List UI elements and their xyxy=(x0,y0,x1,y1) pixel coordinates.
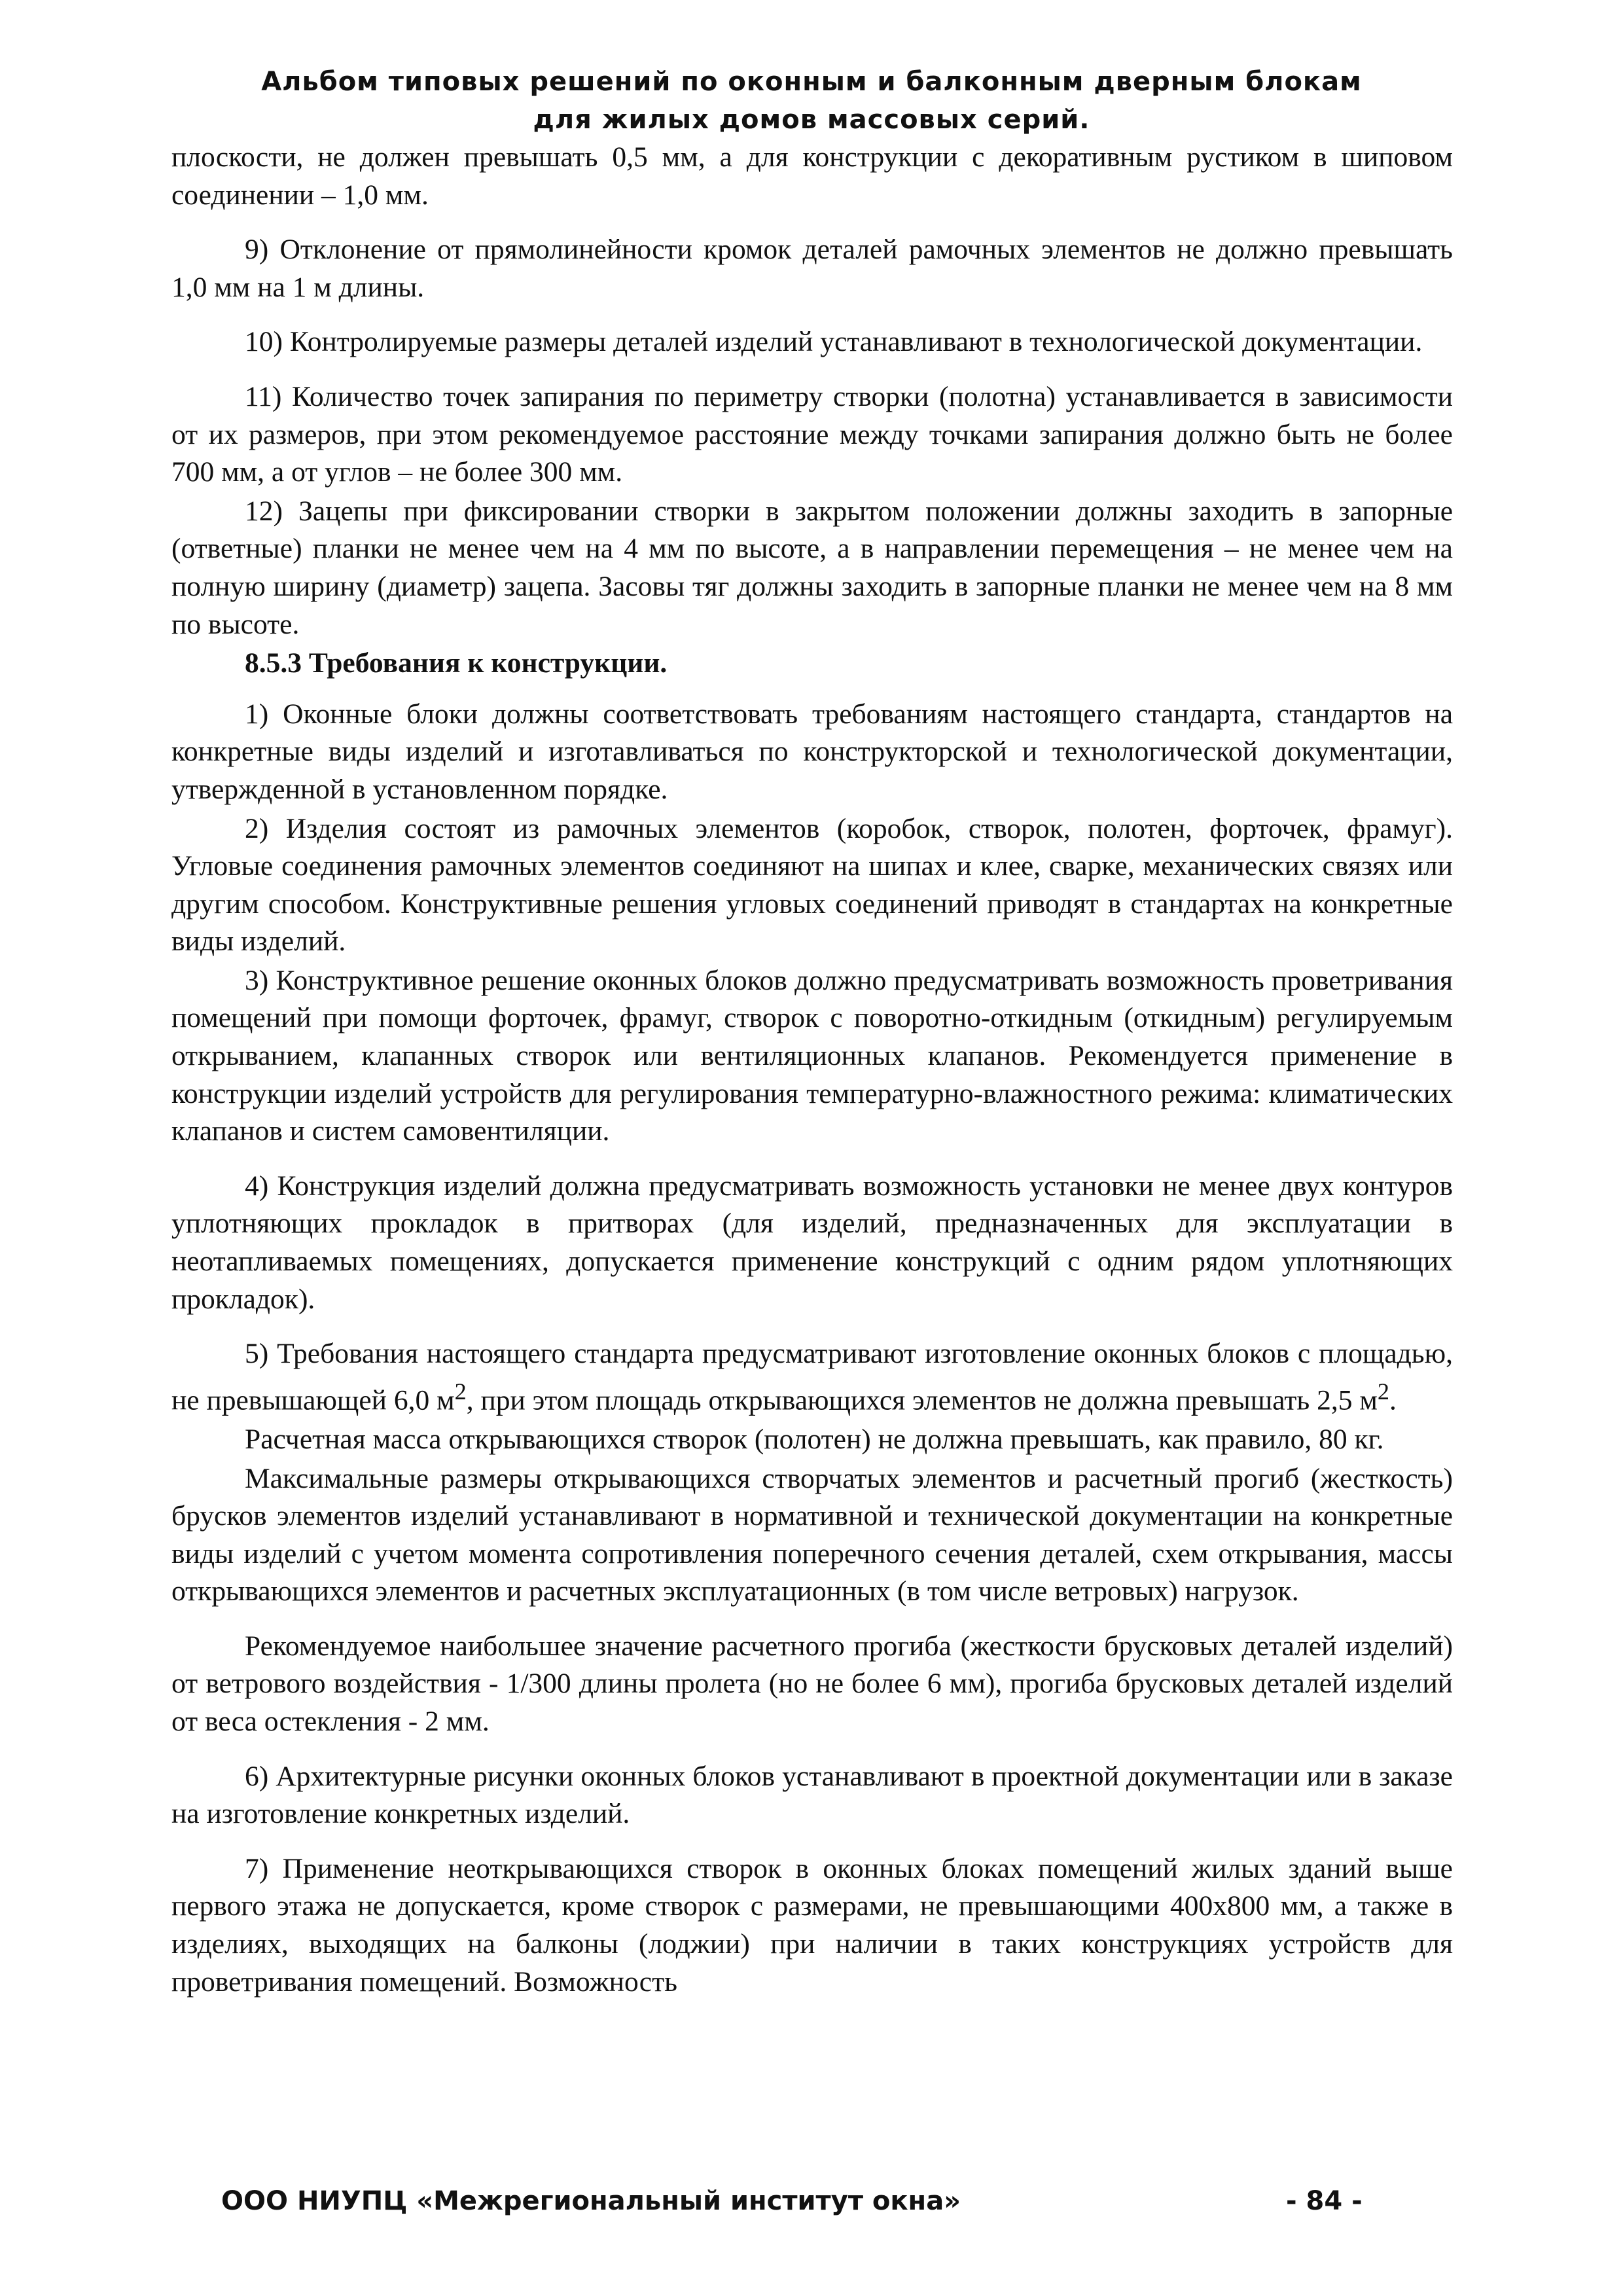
construction-5-text-a: 5) Требования настоящего стандарта предусматривают изготовление оконных блоков с площадью, не превышающей 6,0 м xyxy=(171,1338,1453,1416)
section-heading: 8.5.3 Требования к конструкции. xyxy=(245,647,668,679)
paragraph-construction-1: 1) Оконные блоки должны соответствовать требованиям настоящего стандарта, стандартов на конкретные виды изделий и изготавливаться по конструкторской и технологической документации, утвержденной в установленном порядке. xyxy=(171,698,1453,805)
paragraph-construction-5 xyxy=(171,1335,1453,1420)
construction-5-text-b: , при этом площадь открывающихся элементов не должна превышать 2,5 м xyxy=(466,1384,1378,1416)
paragraph-construction-4: 4) Конструкция изделий должна предусматривать возможность установки не менее двух контуров уплотняющих прокладок в притворах (для изделий, предназначенных для эксплуатации в неотапливаемых помещениях, допускается применение конструкций с одним рядом уплотняющих прокладок). xyxy=(171,1170,1453,1315)
paragraph-construction-7: 7) Применение неоткрывающихся створок в оконных блоках помещений жилых зданий выше первого этажа не допускается, кроме створок с размерами, не превышающими 400х800 мм, а также в изделиях, выходящих на балконы (лоджии) при наличии в таких конструкциях устройств для проветривания помещений. Возможность xyxy=(171,1852,1453,1998)
footer-organization: ООО НИУПЦ «Межрегиональный институт окна» xyxy=(221,2186,961,2216)
paragraph-item-9: 9) Отклонение от прямолинейности кромок деталей рамочных элементов не должно превышать 1,0 мм на 1 м длины. xyxy=(171,234,1453,303)
superscript-b: 2 xyxy=(1377,1378,1390,1405)
paragraph-construction-5-mass: Расчетная масса открывающихся створок (полотен) не должна превышать, как правило, 80 кг. xyxy=(245,1423,1384,1455)
paragraph-construction-6: 6) Архитектурные рисунки оконных блоков устанавливают в проектной документации или в заказе на изготовление конкретных изделий. xyxy=(171,1760,1453,1830)
page-header xyxy=(0,63,1623,139)
superscript-a: 2 xyxy=(454,1378,467,1405)
paragraph-construction-5-max: Максимальные размеры открывающихся створчатых элементов и расчетный прогиб (жесткость) брусков элементов изделий устанавливают в нормативной и технической документации на конкретные виды изделий с учетом момента сопротивления поперечного сечения деталей, схем открывания, массы открывающихся элементов и расчетных эксплуатационных (в том числе ветровых) нагрузок. xyxy=(171,1462,1453,1607)
document-body xyxy=(171,139,1453,2018)
header-line-1: Альбом типовых решений по оконным и балконным дверным блокам xyxy=(261,67,1362,97)
paragraph-item-10: 10) Контролируемые размеры деталей изделий устанавливают в технологической документации. xyxy=(245,326,1423,358)
paragraph-construction-3: 3) Конструктивное решение оконных блоков должно предусматривать возможность проветривания помещений при помощи форточек, фрамуг, створок с поворотно-откидным (откидным) регулируемым открыванием, клапанных створок или вентиляционных клапанов. Рекомендуется применение в конструкции изделий устройств для регулирования температурно-влажностного режима: климатических клапанов и систем самовентиляции. xyxy=(171,964,1453,1147)
page-number: - 84 - xyxy=(1286,2186,1363,2216)
construction-5-end: . xyxy=(1389,1384,1397,1416)
paragraph-item-11: 11) Количество точек запирания по периметру створки (полотна) устанавливается в зависимости от их размеров, при этом рекомендуемое расстояние между точками запирания должно быть не более 700 мм, а от углов – не более 300 мм. xyxy=(171,380,1453,488)
paragraph-construction-5-recommended: Рекомендуемое наибольшее значение расчетного прогиба (жесткости брусковых деталей изделий) от ветрового воздействия - 1/300 длины пролета (но не более 6 мм), прогиба брусковых деталей изделий от веса остекления - 2 мм. xyxy=(171,1630,1453,1738)
paragraph-item-12: 12) Зацепы при фиксировании створки в закрытом положении должны заходить в запорные (ответные) планки не менее чем на 4 мм по высоте, а в направлении перемещения – не менее чем на полную ширину (диаметр) зацепа. Засовы тяг должны заходить в запорные планки не менее чем на 8 мм по высоте. xyxy=(171,495,1453,640)
paragraph-construction-2: 2) Изделия состоят из рамочных элементов (коробок, створок, полотен, форточек, фрамуг). Угловые соединения рамочных элементов соединяют на шипах и клее, сварке, механических связях или другим способом. Конструктивные решения угловых соединений приводят в стандартах на конкретные виды изделий. xyxy=(171,812,1453,958)
header-line-2: для жилых домов массовых серий. xyxy=(533,105,1090,135)
paragraph-continuation: плоскости, не должен превышать 0,5 мм, а для конструкции с декоративным рустиком в шиповом соединении – 1,0 мм. xyxy=(171,141,1453,211)
